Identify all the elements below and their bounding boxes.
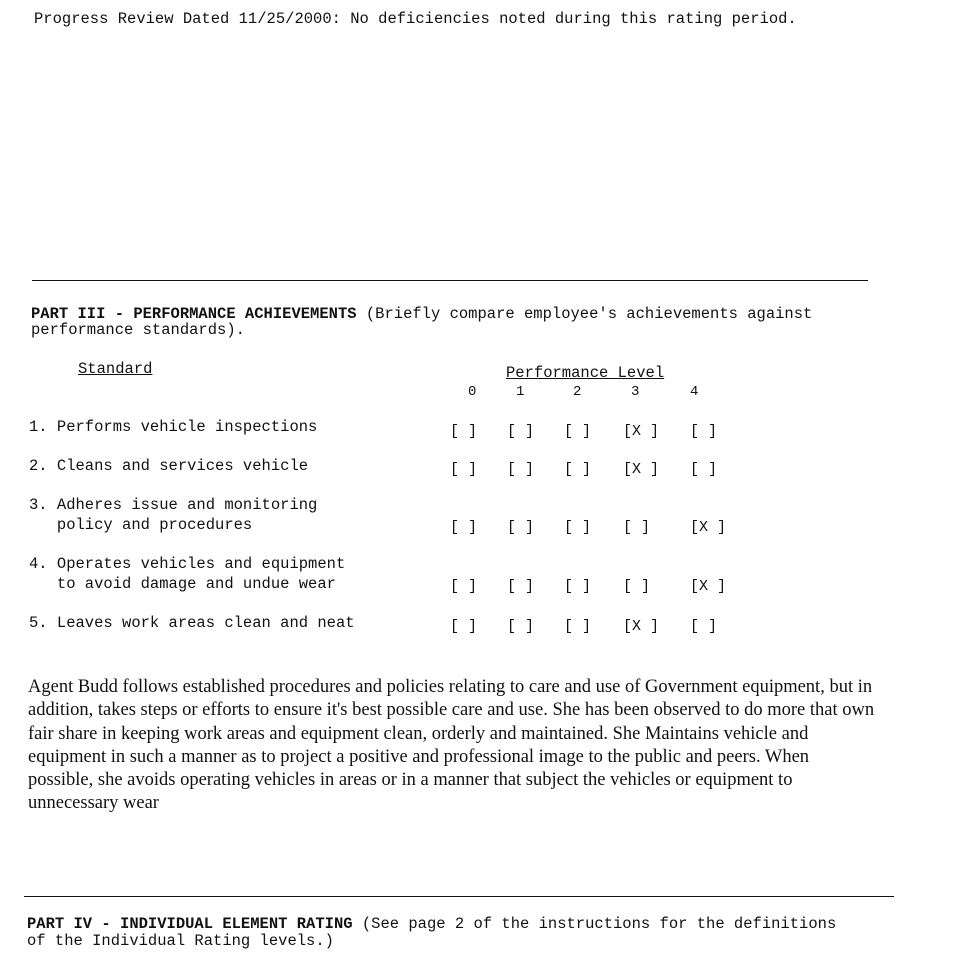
rating-box-4-3: [ ] [623, 578, 651, 595]
rating-box-3-3: [ ] [623, 519, 651, 536]
rating-box-5-2: [ ] [564, 618, 592, 635]
rating-box-4-2: [ ] [564, 578, 592, 595]
rating-box-3-2: [ ] [564, 519, 592, 536]
rating-box-3-1: [ ] [507, 519, 535, 536]
rating-box-3-0: [ ] [450, 519, 478, 536]
rating-box-2-3: [X ] [623, 461, 660, 478]
standard-item-5-text: 5. Leaves work areas clean and neat [29, 614, 355, 632]
rating-box-2-4: [ ] [690, 461, 718, 478]
rating-box-1-3: [X ] [623, 423, 660, 440]
level-3-label: 3 [631, 384, 640, 400]
rating-box-4-4: [X ] [690, 578, 727, 595]
level-2-label: 2 [573, 384, 582, 400]
section-divider-top [32, 280, 868, 281]
standard-item-3-text: 3. Adheres issue and monitoring [29, 496, 318, 514]
progress-review-text: Progress Review Dated 11/25/2000: No deficiencies noted during this rating period. [34, 10, 797, 28]
part3-heading-line2: performance standards). [31, 321, 245, 339]
rating-box-2-1: [ ] [507, 461, 535, 478]
rating-box-4-0: [ ] [450, 578, 478, 595]
part4-heading-rest: (See page 2 of the instructions for the definitions [352, 915, 837, 933]
rating-box-1-0: [ ] [450, 423, 478, 440]
part4-heading-line1 [27, 915, 836, 933]
rating-box-5-0: [ ] [450, 618, 478, 635]
rating-box-4-1: [ ] [507, 578, 535, 595]
level-1-label: 1 [516, 384, 525, 400]
rating-box-2-2: [ ] [564, 461, 592, 478]
part3-heading-rest: (Briefly compare employee's achievements against [356, 305, 813, 323]
standard-item-2-text: 2. Cleans and services vehicle [29, 457, 309, 475]
performance-level-header: Performance Level [506, 364, 665, 382]
narrative-paragraph: Agent Budd follows established procedures and policies relating to care and use of Government equipment, but in addition, takes steps or efforts to ensure it's best possible care and use. She has been observed to do more that own fair share in keeping work areas and equipment clean, orderly and maintained. She Maintains vehicle and equipment in such a manner as to project a positive and professional image to the public and peers. When possible, she avoids operating vehicles in areas or in a manner that subject the vehicles or equipment to unnecessary wear [28, 677, 875, 814]
rating-box-1-2: [ ] [564, 423, 592, 440]
standard-item-4-text: 4. Operates vehicles and equipment [29, 555, 346, 573]
rating-box-5-4: [ ] [690, 618, 718, 635]
standard-column-header: Standard [78, 360, 153, 378]
standard-item-4-text-cont: to avoid damage and undue wear [29, 575, 336, 593]
standard-item-3-text-cont: policy and procedures [29, 516, 253, 534]
part4-heading: PART IV - INDIVIDUAL ELEMENT RATING [27, 915, 353, 933]
rating-box-3-4: [X ] [690, 519, 727, 536]
level-0-label: 0 [468, 384, 477, 400]
standard-item-1-text: 1. Performs vehicle inspections [29, 418, 318, 436]
part4-heading-line2: of the Individual Rating levels.) [27, 932, 334, 950]
rating-box-1-4: [ ] [690, 423, 718, 440]
rating-box-5-3: [X ] [623, 618, 660, 635]
rating-box-2-0: [ ] [450, 461, 478, 478]
rating-box-1-1: [ ] [507, 423, 535, 440]
part3-heading: PART III - PERFORMANCE ACHIEVEMENTS [31, 305, 357, 323]
level-4-label: 4 [690, 384, 699, 400]
section-divider-bottom [24, 896, 894, 897]
rating-box-5-1: [ ] [507, 618, 535, 635]
